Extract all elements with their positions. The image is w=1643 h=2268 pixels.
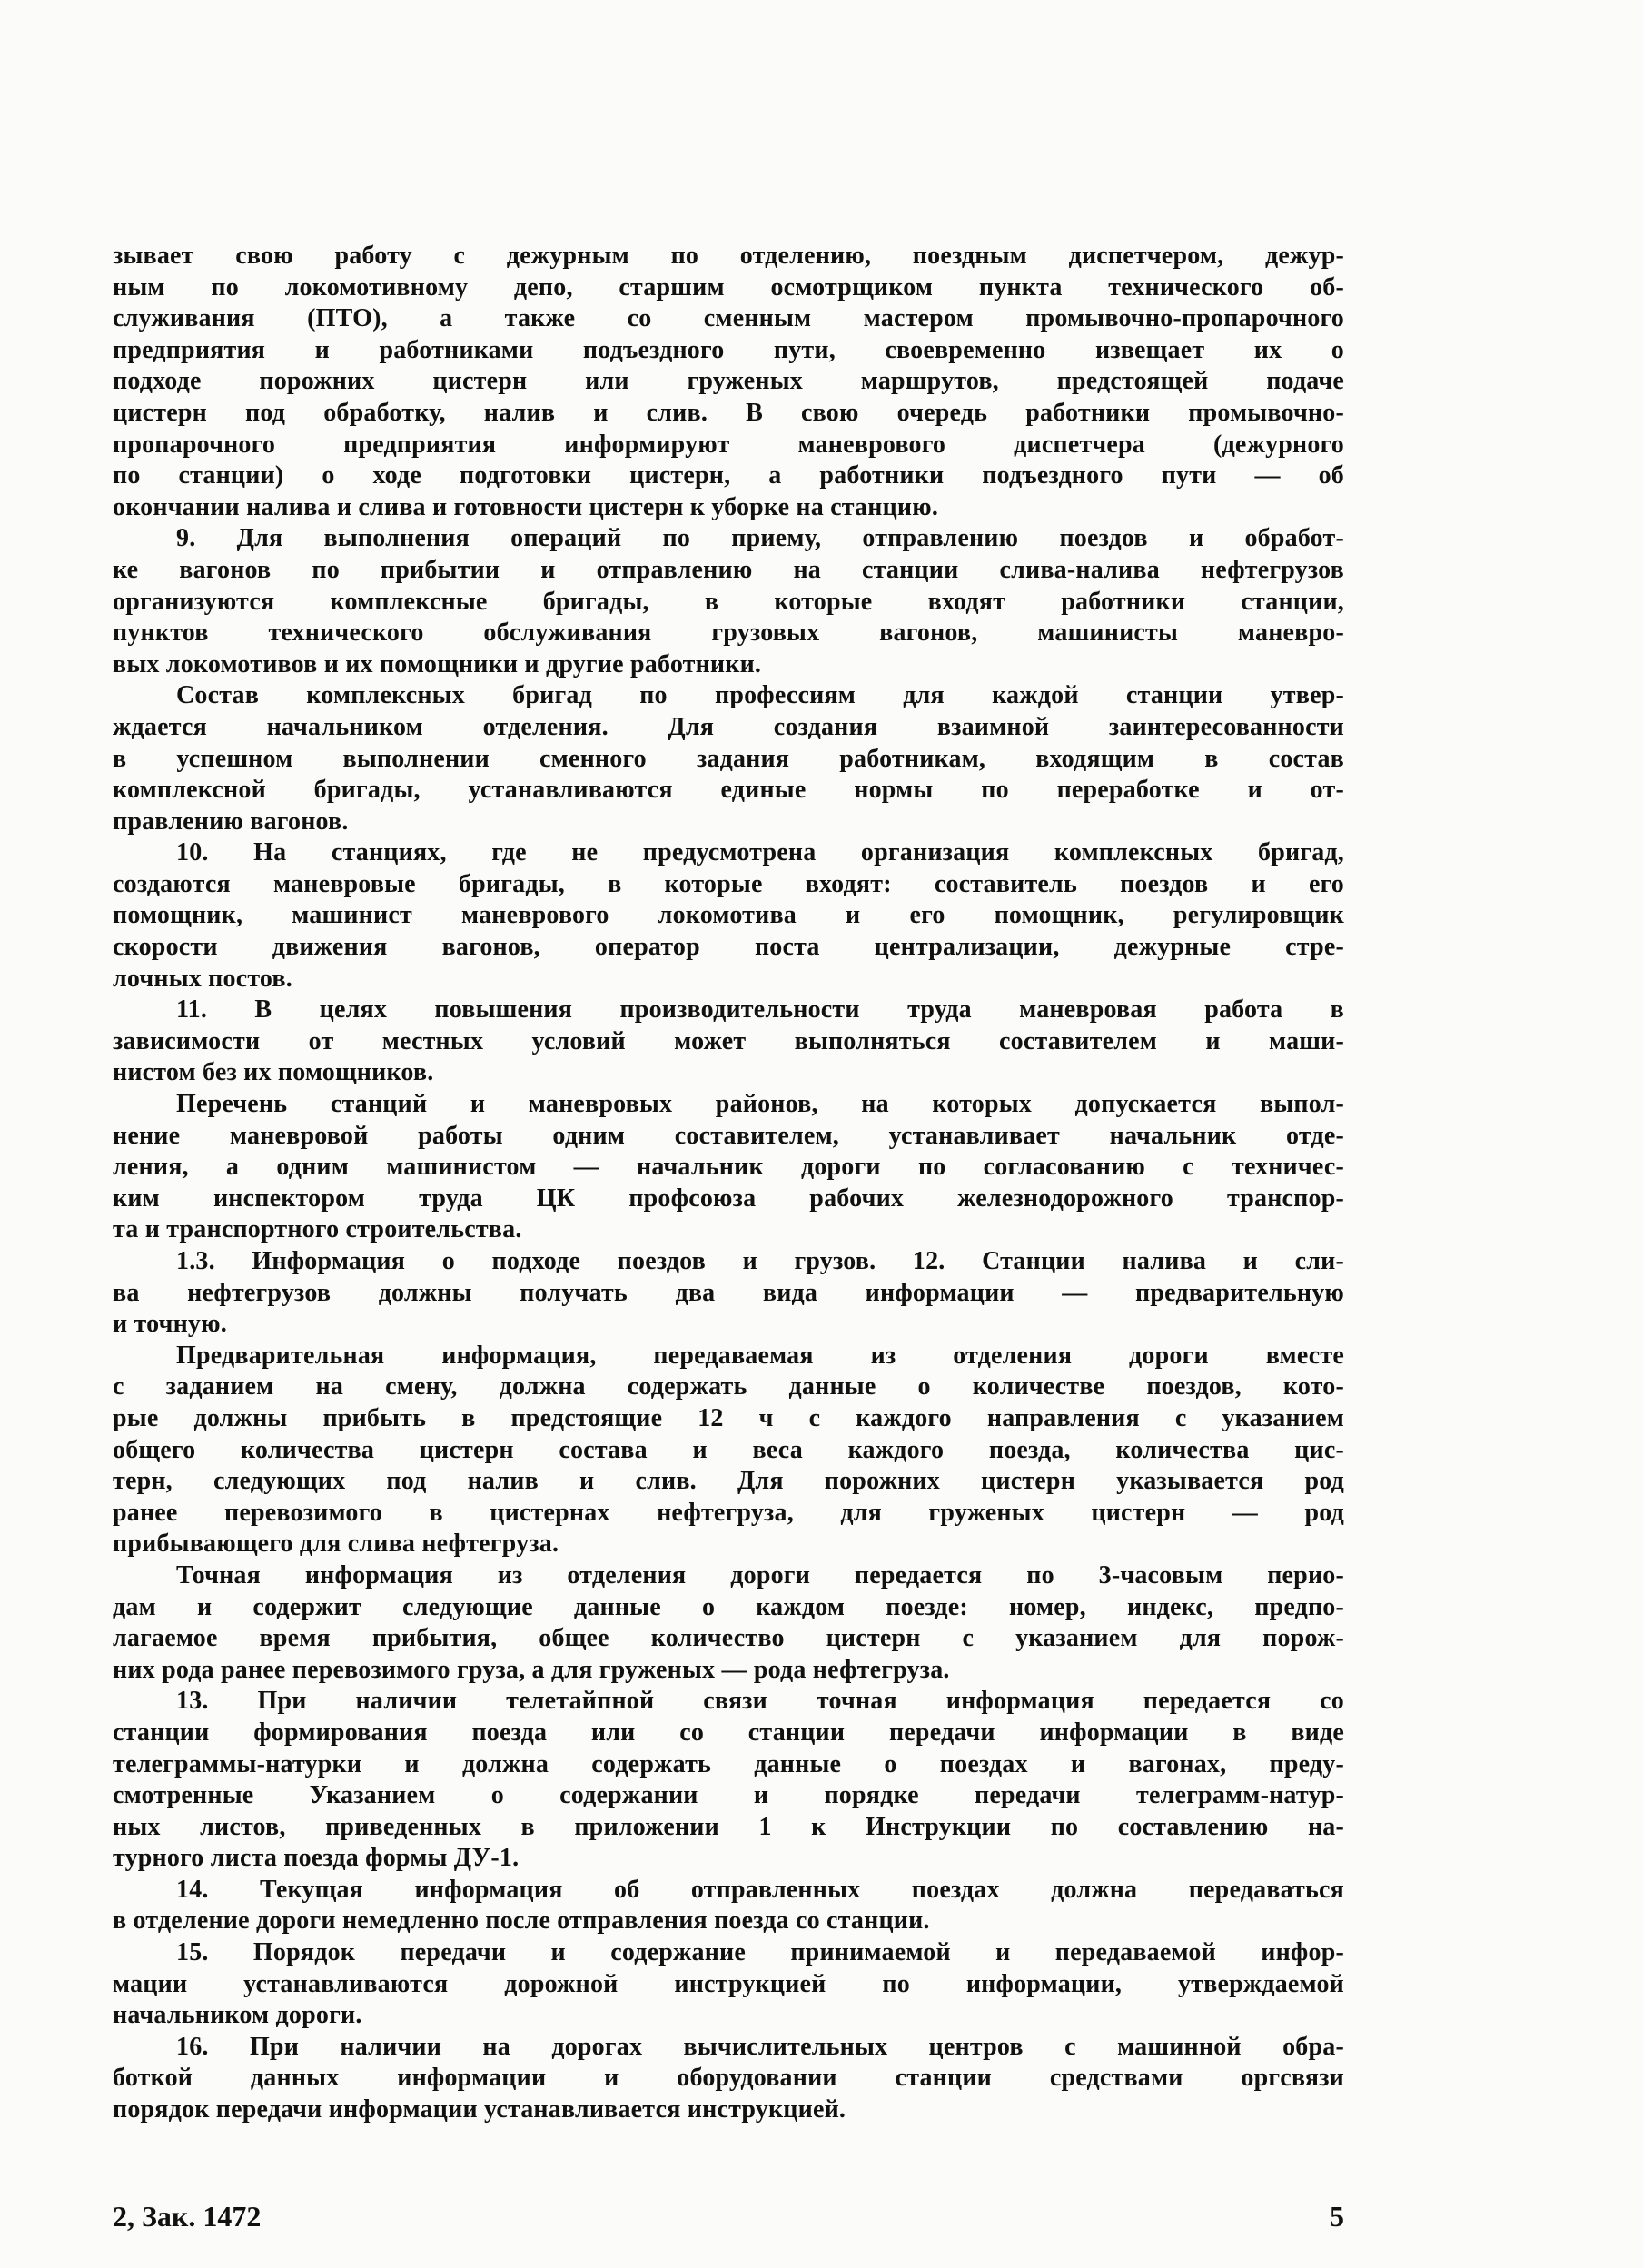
text-line: комплексной бригады, устанавливаются единые нормы по переработке и от- [113,776,1344,805]
text-line: лочных постов. [113,964,292,993]
text-line: терн, следующих под налив и слив. Для порожних цистерн указывается род [113,1467,1344,1496]
text-line: пропарочного предприятия информируют маневрового диспетчера (дежурного [113,430,1344,459]
text-line: смотренные Указанием о содержании и порядке передачи телеграмм-натур- [113,1781,1344,1810]
text-line: подходе порожних цистерн или груженых маршрутов, предстоящей подаче [113,367,1344,396]
printer-signature: 2, Зак. 1472 [113,2200,262,2233]
text-line: цистерн под обработку, налив и слив. В свою очередь работники промывочно- [113,398,1344,427]
text-line: по станции) о ходе подготовки цистерн, а работники подъездного пути — об [113,461,1344,490]
text-line: 13. При наличии телетайпной связи точная информация передается со [176,1687,1344,1716]
text-line: окончании налива и слива и готовности цистерн к уборке на станцию. [113,492,939,521]
text-line: зависимости от местных условий может выполняться составителем и маши- [113,1026,1344,1055]
text-line: порядок передачи информации устанавливается инструкцией. [113,2095,846,2124]
text-line: предприятия и работниками подъездного пути, своевременно извещает их о [113,335,1344,364]
text-line: нистом без их помощников. [113,1058,434,1087]
text-line: организуются комплексные бригады, в которые входят работники станции, [113,587,1344,616]
body-text [113,241,1344,2126]
text-line: вых локомотивов и их помощники и другие работники. [113,649,762,678]
text-line: лагаемое время прибытия, общее количество цистерн с указанием для порож- [113,1624,1344,1653]
text-line: начальником дороги. [113,2001,362,2030]
text-line: в успешном выполнении сменного задания работникам, входящим в состав [113,744,1344,773]
text-line: служивания (ПТО), а также со сменным мастером промывочно-пропарочного [113,304,1344,333]
text-line: 15. Порядок передачи и содержание принимаемой и передаваемой инфор- [176,1938,1344,1967]
text-line: правлению вагонов. [113,807,349,836]
text-line: Точная информация из отделения дороги передается по 3-часовым перио- [176,1560,1344,1590]
text-line: 1.3. Информация о подходе поездов и грузов. 12. Станции налива и сли- [176,1247,1344,1275]
text-line: Предварительная информация, передаваемая из отделения дороги вместе [176,1341,1344,1370]
text-line: боткой данных информации и оборудовании станции средствами оргсвязи [113,2064,1344,2093]
text-line: них рода ранее перевозимого груза, а для груженых — рода нефтегруза. [113,1655,950,1684]
text-line: дам и содержит следующие данные о каждом поезде: номер, индекс, предпо- [113,1592,1344,1621]
text-line: ления, а одним машинистом — начальник дороги по согласованию с техничес- [113,1153,1344,1182]
text-line: ным по локомотивному депо, старшим осмотрщиком пункта технического об- [113,272,1344,302]
text-line: 16. При наличии на дорогах вычислительных центров с машинной обра- [176,2032,1344,2061]
text-line: мации устанавливаются дорожной инструкцией по информации, утверждаемой [113,1969,1344,1998]
text-line: пунктов технического обслуживания грузовых вагонов, машинисты маневро- [113,619,1344,648]
text-line: помощник, машинист маневрового локомотива и его помощник, регулировщик [113,901,1344,930]
text-line: нение маневровой работы одним составителем, устанавливает начальник отде- [113,1121,1344,1150]
page-footer [113,2200,1344,2236]
page-number: 5 [1330,2200,1344,2233]
text-line: и точную. [113,1310,227,1339]
text-line: 11. В целях повышения производительности труда маневровая работа в [176,995,1344,1025]
text-line: Перечень станций и маневровых районов, на которых допускается выпол- [176,1090,1344,1119]
text-line: 9. Для выполнения операций по приему, отправлению поездов и обработ- [176,524,1344,553]
text-line: 10. На станциях, где не предусмотрена организация комплексных бригад, [176,838,1344,867]
text-line: ранее перевозимого в цистернах нефтегруза, для груженых цистерн — род [113,1498,1344,1527]
text-line: рые должны прибыть в предстоящие 12 ч с каждого направления с указанием [113,1403,1344,1432]
text-line: телеграммы-натурки и должна содержать данные о поездах и вагонах, преду- [113,1749,1344,1778]
text-line: ва нефтегрузов должны получать два вида информации — предварительную [113,1278,1344,1307]
text-line: в отделение дороги немедленно после отправления поезда со станции. [113,1907,930,1936]
text-line: создаются маневровые бригады, в которые входят: составитель поездов и его [113,869,1344,898]
text-line: ждается начальником отделения. Для создания взаимной заинтересованности [113,712,1344,741]
text-line: общего количества цистерн состава и веса каждого поезда, количества цис- [113,1435,1344,1464]
text-line: ных листов, приведенных в приложении 1 к Инструкции по составлению на- [113,1812,1344,1841]
text-line: Состав комплексных бригад по профессиям для каждой станции утвер- [176,681,1344,710]
text-line: 14. Текущая информация об отправленных поездах должна передаваться [176,1875,1344,1904]
text-line: с заданием на смену, должна содержать данные о количестве поездов, кото- [113,1372,1344,1401]
text-line: та и транспортного строительства. [113,1215,522,1244]
text-line: зывает свою работу с дежурным по отделению, поездным диспетчером, дежур- [113,242,1344,270]
text-line: прибывающего для слива нефтегруза. [113,1530,559,1559]
text-line: ким инспектором труда ЦК профсоюза рабочих железнодорожного транспор- [113,1184,1344,1213]
text-line: турного листа поезда формы ДУ-1. [113,1844,520,1873]
text-line: станции формирования поезда или со станции передачи информации в виде [113,1718,1344,1747]
text-line: скорости движения вагонов, оператор поста централизации, дежурные стре- [113,933,1344,962]
text-line: ке вагонов по прибытии и отправлению на станции слива-налива нефтегрузов [113,555,1344,584]
